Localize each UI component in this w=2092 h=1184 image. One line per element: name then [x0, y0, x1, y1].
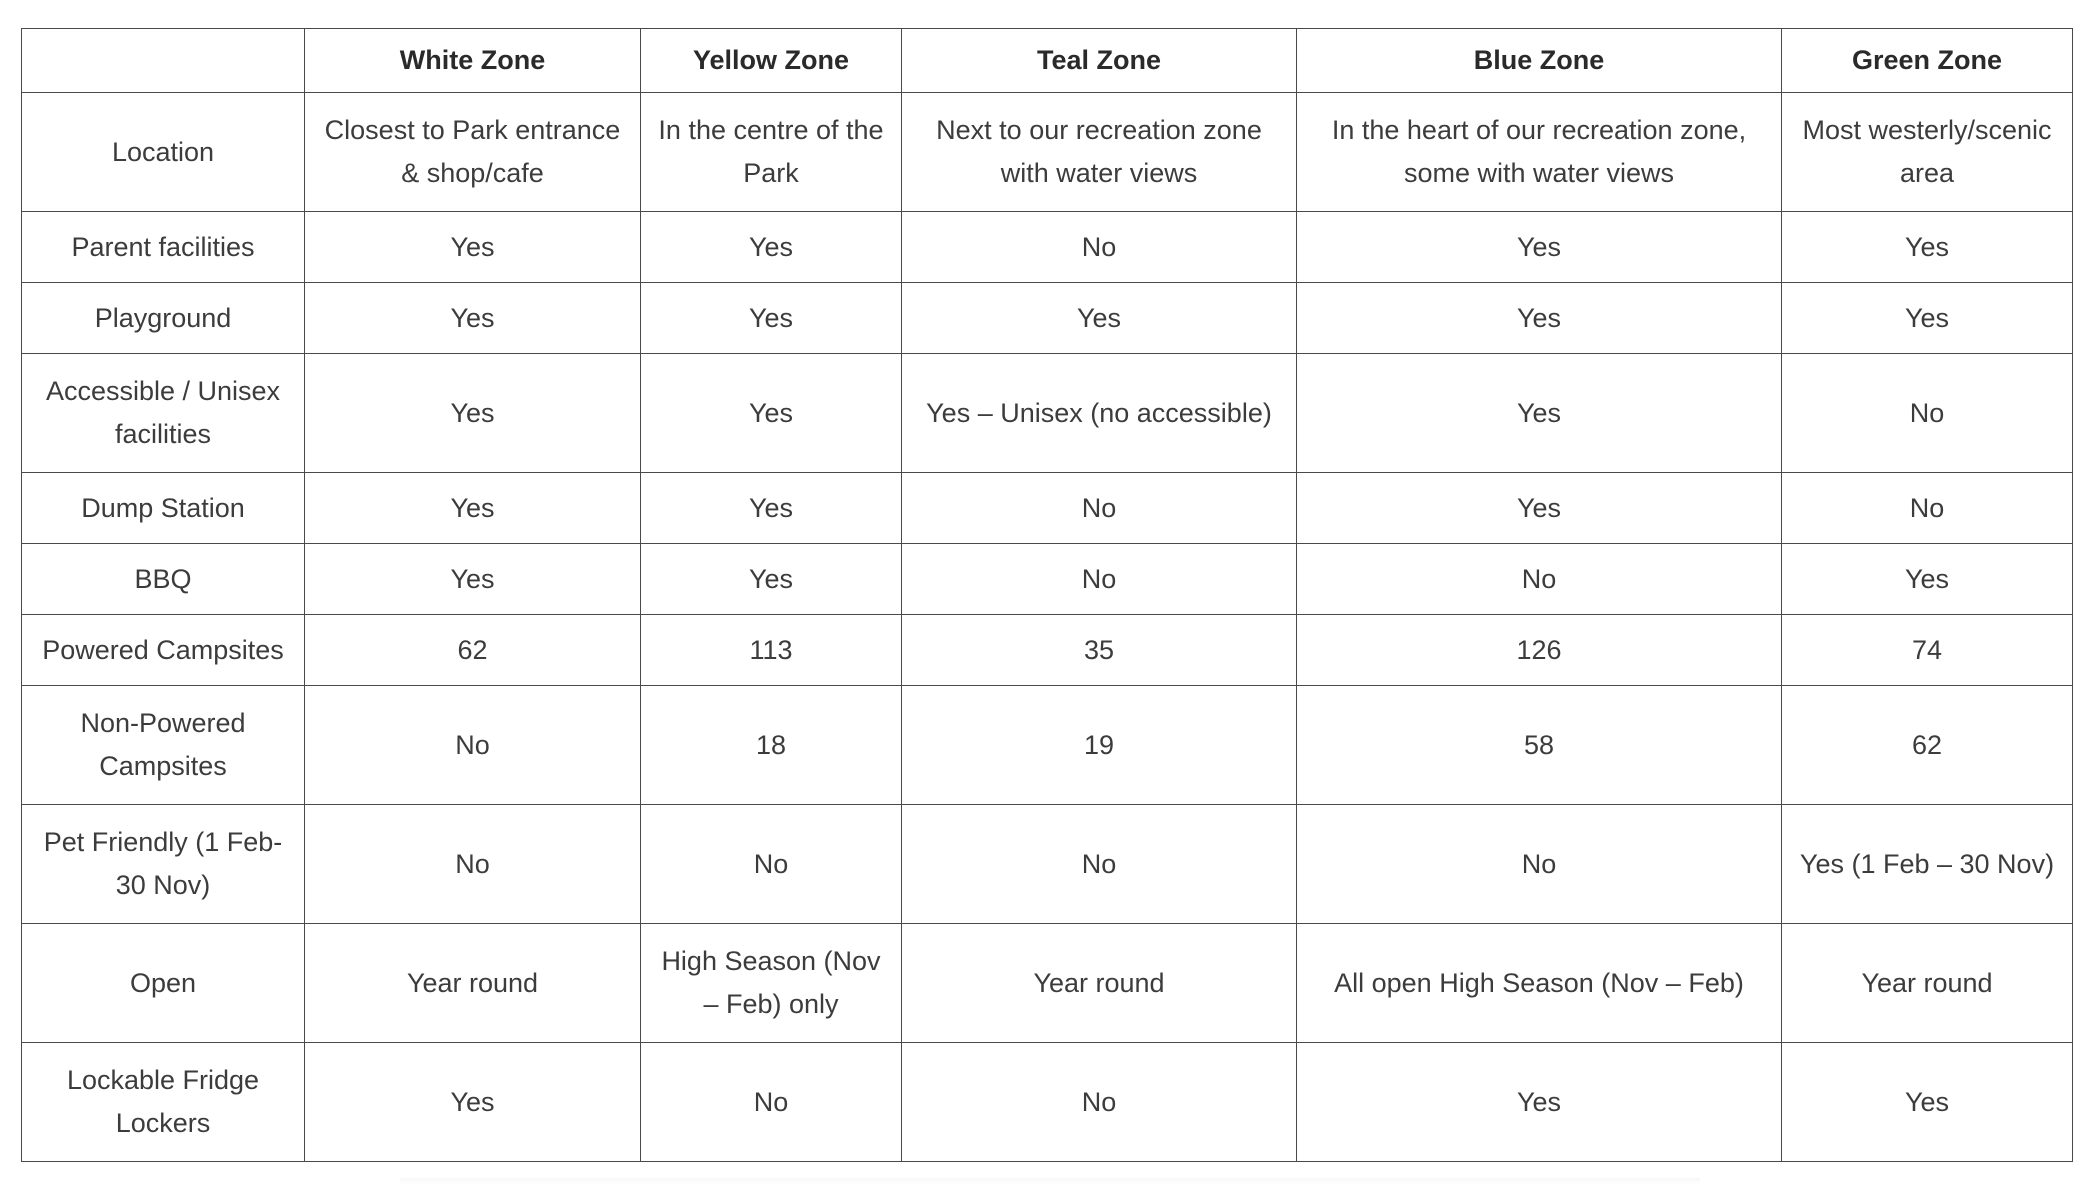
header-blue-zone: Blue Zone: [1297, 29, 1782, 93]
header-cell-empty: [22, 29, 305, 93]
row-label: Pet Friendly (1 Feb-30 Nov): [22, 805, 305, 924]
row-label: Accessible / Unisex facilities: [22, 354, 305, 473]
table-cell: Yes: [305, 354, 641, 473]
table-cell: Yes: [1297, 1043, 1782, 1162]
table-cell: High Season (Nov – Feb) only: [641, 924, 902, 1043]
table-cell: Yes: [305, 283, 641, 354]
table-cell: Yes: [1782, 1043, 2073, 1162]
table-cell: Yes: [641, 544, 902, 615]
table-cell: Year round: [305, 924, 641, 1043]
header-row: [22, 29, 2073, 93]
table-cell: 62: [1782, 686, 2073, 805]
table-cell: Yes: [641, 354, 902, 473]
table-cell: Yes: [305, 473, 641, 544]
table-cell: No: [902, 805, 1297, 924]
table-cell: In the heart of our recreation zone, some with water views: [1297, 93, 1782, 212]
table-row-accessible-facilities: [22, 354, 2073, 473]
table-cell: Yes: [305, 1043, 641, 1162]
table-cell: 35: [902, 615, 1297, 686]
table-cell: Yes: [1782, 283, 2073, 354]
bottom-fade-divider: [400, 1178, 1700, 1184]
table-cell: Yes: [305, 544, 641, 615]
header-yellow-zone: Yellow Zone: [641, 29, 902, 93]
row-label: Lockable Fridge Lockers: [22, 1043, 305, 1162]
table-cell: Closest to Park entrance & shop/cafe: [305, 93, 641, 212]
table-cell: No: [1297, 805, 1782, 924]
table-cell: Yes: [1297, 473, 1782, 544]
table-body: [22, 93, 2073, 1162]
table-cell: No: [902, 1043, 1297, 1162]
table-cell: Yes: [902, 283, 1297, 354]
table-row-open: [22, 924, 2073, 1043]
table-header: [22, 29, 2073, 93]
row-label: Non-Powered Campsites: [22, 686, 305, 805]
table-cell: Most westerly/scenic area: [1782, 93, 2073, 212]
table-cell: 58: [1297, 686, 1782, 805]
table-cell: Year round: [1782, 924, 2073, 1043]
table-cell: 113: [641, 615, 902, 686]
row-label: BBQ: [22, 544, 305, 615]
table-cell: No: [902, 544, 1297, 615]
row-label: Dump Station: [22, 473, 305, 544]
zones-comparison-table: [21, 28, 2073, 1162]
table-cell: No: [1297, 544, 1782, 615]
header-teal-zone: Teal Zone: [902, 29, 1297, 93]
table-cell: Yes: [1297, 354, 1782, 473]
table-row-parent-facilities: [22, 212, 2073, 283]
table-cell: Yes: [305, 212, 641, 283]
table-cell: 74: [1782, 615, 2073, 686]
table-cell: 19: [902, 686, 1297, 805]
table-cell: In the centre of the Park: [641, 93, 902, 212]
table-cell: No: [902, 212, 1297, 283]
table-cell: No: [902, 473, 1297, 544]
table-cell: 18: [641, 686, 902, 805]
table-row-bbq: [22, 544, 2073, 615]
table-row-pet-friendly: [22, 805, 2073, 924]
row-label: Open: [22, 924, 305, 1043]
table-row-dump-station: [22, 473, 2073, 544]
table-row-non-powered-campsites: [22, 686, 2073, 805]
table-row-location: [22, 93, 2073, 212]
header-white-zone: White Zone: [305, 29, 641, 93]
row-label: Powered Campsites: [22, 615, 305, 686]
table-cell: No: [1782, 473, 2073, 544]
table-cell: All open High Season (Nov – Feb): [1297, 924, 1782, 1043]
table-cell: Year round: [902, 924, 1297, 1043]
table-cell: No: [305, 805, 641, 924]
header-green-zone: Green Zone: [1782, 29, 2073, 93]
table-cell: Yes: [641, 283, 902, 354]
table-cell: No: [1782, 354, 2073, 473]
table-cell: 62: [305, 615, 641, 686]
table-row-powered-campsites: [22, 615, 2073, 686]
table-cell: Yes: [1782, 212, 2073, 283]
table-cell: Next to our recreation zone with water views: [902, 93, 1297, 212]
row-label: Location: [22, 93, 305, 212]
row-label: Playground: [22, 283, 305, 354]
table-cell: Yes: [1297, 212, 1782, 283]
table-cell: Yes – Unisex (no accessible): [902, 354, 1297, 473]
table-row-playground: [22, 283, 2073, 354]
table-cell: Yes: [641, 212, 902, 283]
table-cell: No: [305, 686, 641, 805]
row-label: Parent facilities: [22, 212, 305, 283]
table-cell: 126: [1297, 615, 1782, 686]
table-cell: No: [641, 805, 902, 924]
table-cell: Yes (1 Feb – 30 Nov): [1782, 805, 2073, 924]
table-cell: Yes: [1782, 544, 2073, 615]
table-cell: Yes: [641, 473, 902, 544]
table-cell: Yes: [1297, 283, 1782, 354]
table-row-lockable-fridge-lockers: [22, 1043, 2073, 1162]
table-cell: No: [641, 1043, 902, 1162]
